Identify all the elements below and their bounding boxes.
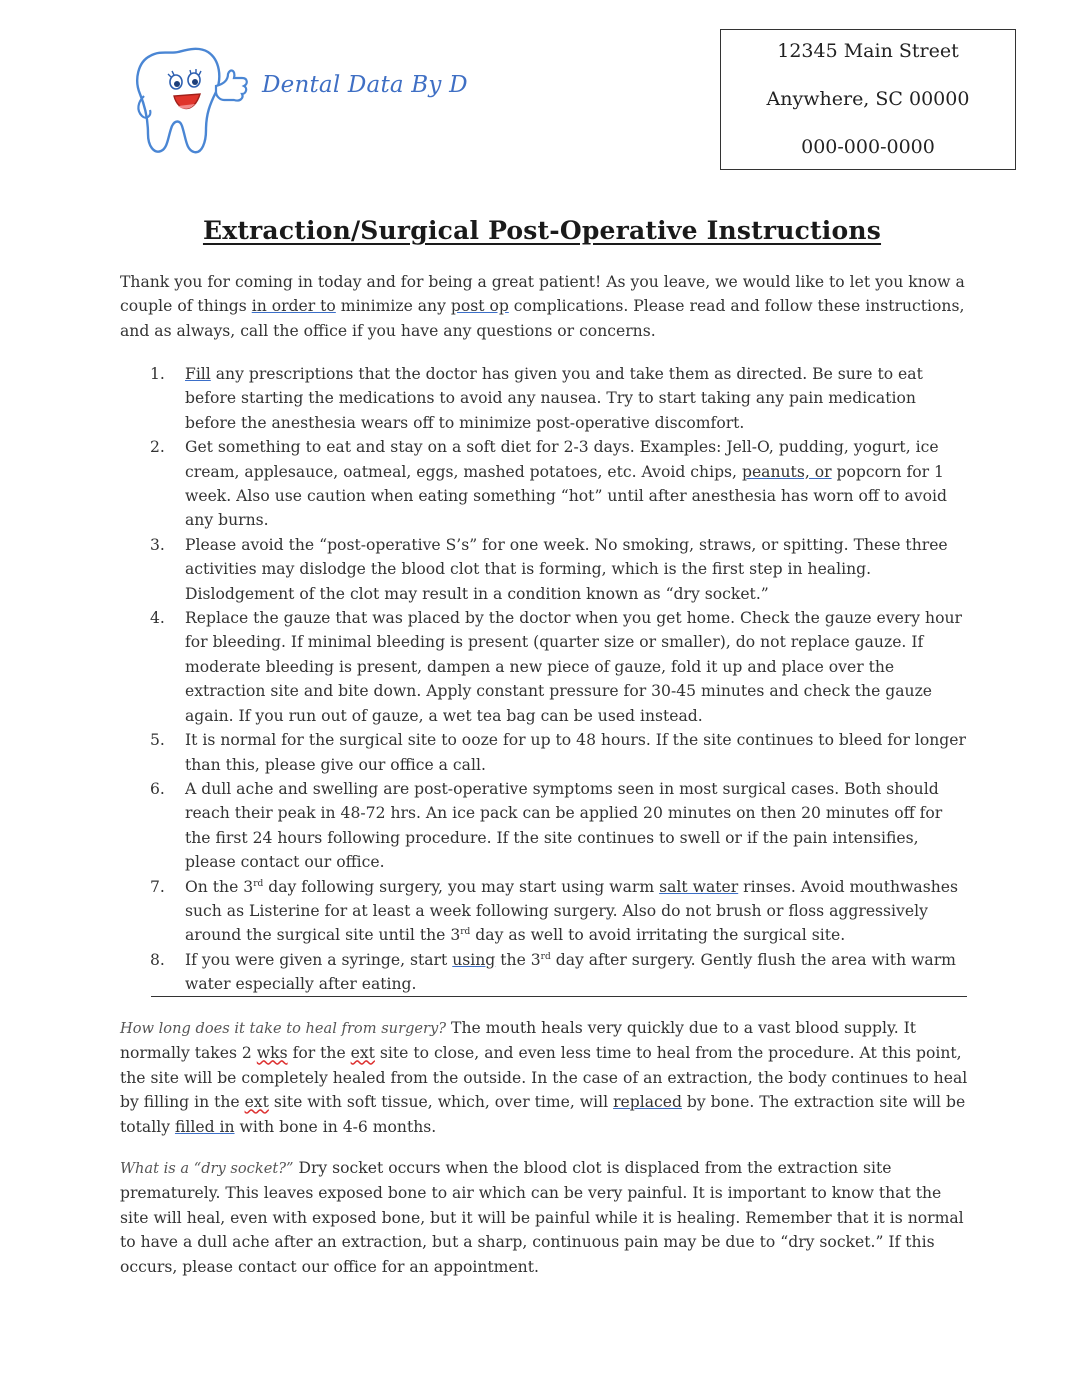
- dry-socket-paragraph: What is a “dry socket?” Dry socket occurs when the blood clot is displaced from the extraction site prematurely. This leaves exposed bone to air which can be very painful. It is important to know that the site will heal, even with exposed bone, but it will be painful while it is healing. Remember that it is normal to have a dull ache after an extraction, but a sharp, continuous pain may be due to “dry socket.” If this occurs, please contact our office for an appointment.: [120, 1159, 964, 1276]
- list-item: 4. Replace the gauze that was placed by the doctor when you get home. Check the gauze every hour for bleeding. If minimal bleeding is present (quarter size or smaller), do not replace gauze. If moderate bleeding is present, dampen a new piece of gauze, fold it up and place over the extraction site and bite down. Apply constant pressure for 30-45 minutes and check the gauze again. If you run out of gauze, a wet tea bag can be used instead.: [150, 609, 962, 725]
- list-item: 7. On the 3rd day following surgery, you may start using warm salt water rinses. Avoid mouthwashes such as Listerine for at least a week following surgery. Also do not brush or floss aggressively around the surgical site until the 3rd day as well to avoid irritating the surgical site.: [150, 877, 958, 945]
- section-divider: [151, 996, 967, 997]
- logo-text: Dental Data By D: [262, 72, 468, 98]
- tooth-mascot-logo: [128, 30, 258, 160]
- list-item: 8. If you were given a syringe, start using the 3rd day after surgery. Gently flush the area with warm water especially after eating.: [150, 950, 956, 994]
- list-item: 5. It is normal for the surgical site to ooze for up to 48 hours. If the site continues to bleed for longer than this, please give our office a call.: [150, 731, 966, 774]
- page-title: Extraction/Surgical Post-Operative Instructions: [202, 216, 882, 245]
- list-item: 6. A dull ache and swelling are post-operative symptoms seen in most surgical cases. Both should reach their peak in 48-72 hrs. An ice pack can be applied 20 minutes on then 20 minutes off for the first 24 hours following procedure. If the site continues to swell or if the pain intensifies, please contact our office.: [150, 779, 943, 872]
- address-city: Anywhere, SC 00000: [766, 88, 970, 110]
- letterhead: [0, 0, 1080, 200]
- address-street: 12345 Main Street: [777, 40, 959, 62]
- healing-question: How long does it take to heal from surgery?: [120, 1020, 447, 1037]
- address-box: [720, 29, 1016, 170]
- intro-paragraph: Thank you for coming in today and for being a great patient! As you leave, we would like to let you know a couple of things in order to minimize any post op complications. Please read and follow these instructions, and as always, call the office if you have any questions or concerns.: [120, 273, 965, 340]
- instructions-list: [150, 362, 968, 997]
- healing-time-paragraph: How long does it take to heal from surgery? The mouth heals very quickly due to a vast blood supply. It normally takes 2 wks for the ext site to close, and even less time to heal from the procedure. At this point, the site will be completely healed from the outside. In the case of an extraction, the body continues to heal by filling in the ext site with soft tissue, which, over time, will replaced by bone. The extraction site will be totally filled in with bone in 4-6 months.: [120, 1019, 968, 1136]
- list-item: 1. Fill any prescriptions that the doctor has given you and take them as directed. Be sure to eat before starting the medications to avoid any nausea. Try to start taking any pain medication before the anesthesia wears off to minimize post-operative discomfort.: [150, 365, 923, 432]
- dry-socket-question: What is a “dry socket?”: [120, 1160, 294, 1177]
- address-phone: 000-000-0000: [801, 136, 935, 158]
- list-item: 3. Please avoid the “post-operative S’s” for one week. No smoking, straws, or spitting. These three activities may dislodge the blood clot that is forming, which is the first step in healing. Dislodgement of the clot may result in a condition known as “dry socket.”: [150, 535, 948, 603]
- list-item: 2. Get something to eat and stay on a soft diet for 2-3 days. Examples: Jell-O, pudding, yogurt, ice cream, applesauce, oatmeal, eggs, mashed potatoes, etc. Avoid chips, peanuts, or popcorn for 1 week. Also use caution when eating something “hot” until after anesthesia has worn off to avoid any burns.: [150, 438, 947, 530]
